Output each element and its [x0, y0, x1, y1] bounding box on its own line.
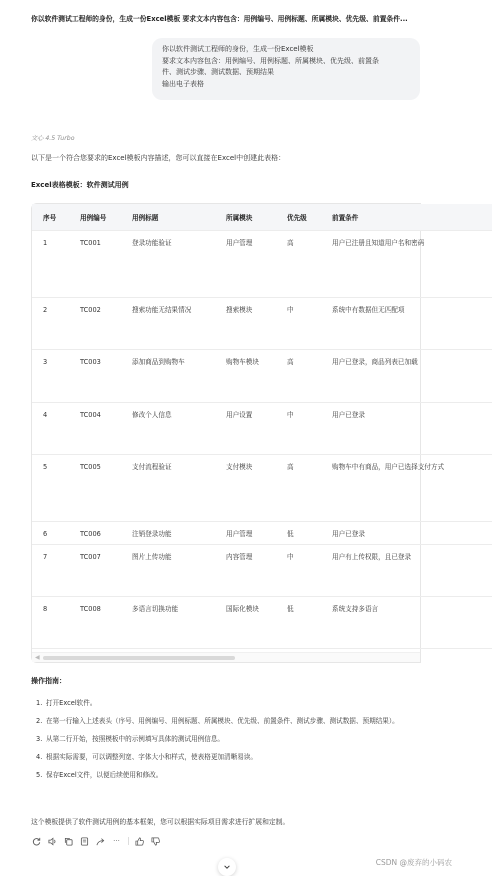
more-icon[interactable]: ···: [113, 837, 120, 845]
refresh-icon[interactable]: [31, 836, 42, 846]
table-cell: TC003: [69, 349, 121, 402]
table-cell: TC002: [69, 297, 121, 349]
table-cell: 用户设置: [215, 402, 276, 454]
table-header-row: [32, 204, 492, 230]
table-row: [32, 544, 492, 596]
step-text: 保存Excel文件，以便后续使用和修改。: [46, 771, 163, 779]
list-item: [36, 716, 426, 727]
table-cell: 高: [276, 349, 321, 402]
user-message-line: 输出电子表格: [162, 79, 204, 88]
table-cell: 用户管理: [215, 521, 276, 544]
model-label: 文心 4.5 Turbo: [31, 135, 75, 142]
step-number: 5.: [36, 771, 43, 779]
table-cell: 用户已登录，商品列表已加载: [321, 349, 492, 402]
table-cell: 系统支持多语言: [321, 596, 492, 648]
table-row: [32, 596, 492, 648]
table-cell: 登录功能验证: [121, 230, 215, 297]
table-cell: 用户已注册且知道用户名和密码: [321, 230, 492, 297]
table-cell: 国际化模块: [215, 596, 276, 648]
table-cell: 6: [32, 521, 69, 544]
user-message-line: 你以软件测试工程师的身份，生成一份Excel模板: [162, 45, 314, 53]
table-cell: 高: [276, 454, 321, 521]
scrollbar-thumb[interactable]: [43, 656, 235, 660]
table-row: [32, 230, 492, 297]
list-item: [36, 698, 426, 709]
test-case-table-container[interactable]: [31, 203, 445, 663]
table-cell: 2: [32, 297, 69, 349]
table-cell: 用户有上传权限，且已登录: [321, 544, 492, 596]
header-cell: 优先级: [276, 204, 321, 230]
prompt-title: 你以软件测试工程师的身份，生成一份Excel模板 要求文本内容包含：用例编号、用例标题、所属模块、优先级、前置条件...: [31, 15, 408, 23]
table-cell: 修改个人信息: [121, 402, 215, 454]
table-cell: 多语言切换功能: [121, 596, 215, 648]
user-message-bubble: [152, 38, 420, 100]
table-cell: 高: [276, 230, 321, 297]
table-cell: TC005: [69, 454, 121, 521]
step-text: 从第二行开始，按照模板中的示例填写具体的测试用例信息。: [46, 735, 225, 743]
scroll-left-icon[interactable]: ◀: [35, 654, 40, 661]
step-number: 2.: [36, 717, 43, 725]
table-cell: 用户已登录: [321, 402, 492, 454]
header-cell: 用例标题: [121, 204, 215, 230]
list-item: [36, 734, 426, 745]
table-cell: 低: [276, 521, 321, 544]
speaker-icon[interactable]: [47, 836, 58, 846]
thumb-down-icon[interactable]: [150, 836, 161, 846]
header-cell: 前置条件: [321, 204, 492, 230]
table-cell: TC006: [69, 521, 121, 544]
table-row: [32, 402, 492, 454]
user-message-line: 件、测试步骤、测试数据、预期结果: [162, 68, 274, 76]
scroll-to-bottom-button[interactable]: [218, 858, 236, 876]
table-cell: TC004: [69, 402, 121, 454]
list-item: [36, 752, 426, 763]
table-cell: 购物车模块: [215, 349, 276, 402]
table-cell: 用户已登录: [321, 521, 492, 544]
step-text: 打开Excel软件。: [46, 699, 97, 707]
list-item: [36, 770, 426, 781]
message-actions: [31, 836, 166, 846]
share-icon[interactable]: [95, 836, 106, 846]
table-cell: TC001: [69, 230, 121, 297]
header-cell: 所属模块: [215, 204, 276, 230]
document-icon[interactable]: [79, 836, 90, 846]
table-cell: 中: [276, 544, 321, 596]
table-cell: 系统中有数据但无匹配项: [321, 297, 492, 349]
table-cell: 中: [276, 402, 321, 454]
watermark: CSDN @废弃的小码农: [375, 858, 452, 867]
table-cell: 3: [32, 349, 69, 402]
table-cell: 搜索功能无结果情况: [121, 297, 215, 349]
table-cell: 注销登录功能: [121, 521, 215, 544]
table-cell: 支付流程验证: [121, 454, 215, 521]
step-text: 根据实际需要，可以调整列宽、字体大小和样式，使表格更加清晰易读。: [46, 753, 257, 761]
step-number: 4.: [36, 753, 43, 761]
user-message-line: 要求文本内容包含：用例编号、用例标题、所属模块、优先级、前置条: [162, 56, 379, 65]
table-cell: 内容管理: [215, 544, 276, 596]
section-title: Excel表格模板：软件测试用例: [31, 181, 129, 189]
table-cell: 图片上传功能: [121, 544, 215, 596]
table-cell: 购物车中有商品，用户已选择支付方式: [321, 454, 492, 521]
table-cell: 8: [32, 596, 69, 648]
table-cell: 1: [32, 230, 69, 297]
header-cell: 序号: [32, 204, 69, 230]
table-cell: 搜索模块: [215, 297, 276, 349]
table-row: [32, 297, 492, 349]
table-cell: 中: [276, 297, 321, 349]
horizontal-scrollbar[interactable]: [32, 652, 420, 662]
thumb-up-icon[interactable]: [134, 836, 145, 846]
table-row: [32, 454, 492, 521]
table-cell: 低: [276, 596, 321, 648]
guide-steps: [36, 698, 426, 788]
header-cell: 用例编号: [69, 204, 121, 230]
table-row: [32, 521, 492, 544]
table-cell: 5: [32, 454, 69, 521]
table-cell: 用户管理: [215, 230, 276, 297]
summary-text: 这个模板提供了软件测试用例的基本框架，您可以根据实际项目需求进行扩展和定制。: [31, 818, 290, 826]
table-cell: 添加商品到购物车: [121, 349, 215, 402]
table-cell: 4: [32, 402, 69, 454]
step-text: 在第一行输入上述表头（序号、用例编号、用例标题、所属模块、优先级、前置条件、测试步骤、测试数据、预期结果）。: [46, 717, 399, 725]
table-cell: TC007: [69, 544, 121, 596]
guide-title: 操作指南：: [31, 677, 66, 685]
table-cell: 7: [32, 544, 69, 596]
test-case-table: [32, 204, 492, 649]
table-cell: 支付模块: [215, 454, 276, 521]
intro-text: 以下是一个符合您要求的Excel模板内容描述，您可以直接在Excel中创建此表格：: [31, 154, 286, 162]
divider: [128, 837, 129, 845]
copy-icon[interactable]: [63, 836, 74, 846]
chevron-down-icon: [223, 863, 231, 871]
table-row: [32, 349, 492, 402]
table-cell: TC008: [69, 596, 121, 648]
step-number: 3.: [36, 735, 43, 743]
step-number: 1.: [36, 699, 43, 707]
